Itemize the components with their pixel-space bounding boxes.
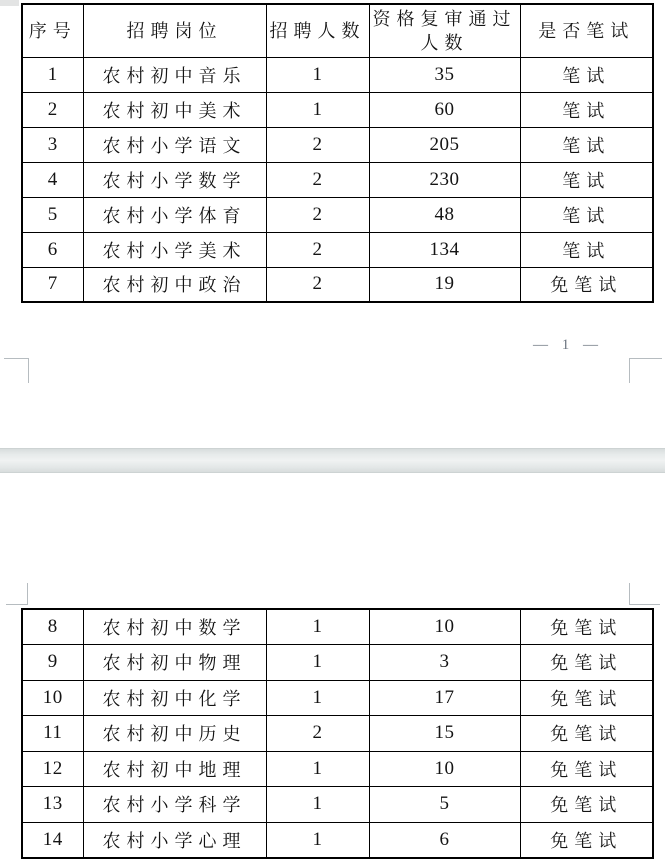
viewport-corner-artifact	[0, 0, 19, 6]
margin-corner-mark-bottom-left	[4, 358, 29, 383]
recruitment-table-page2	[21, 608, 654, 859]
cell-exam: 免笔试	[520, 609, 653, 645]
cell-passed: 230	[369, 162, 520, 197]
cell-openings: 2	[266, 127, 369, 162]
cell-position: 农村小学心理	[83, 822, 266, 858]
cell-exam: 免笔试	[520, 267, 653, 302]
cell-position: 农村初中化学	[83, 680, 266, 716]
table-row	[22, 751, 653, 787]
column-header-exam: 是否笔试	[520, 4, 653, 57]
column-header-position: 招聘岗位	[83, 4, 266, 57]
column-header-passed-text: 资格复审通过人数	[372, 8, 517, 53]
page-number: — 1 —	[533, 337, 603, 353]
table-row	[22, 127, 653, 162]
cell-passed: 15	[369, 716, 520, 752]
cell-exam: 笔试	[520, 127, 653, 162]
page-separator-band	[0, 448, 665, 473]
cell-openings: 2	[266, 197, 369, 232]
cell-seq: 10	[22, 680, 83, 716]
table-row	[22, 680, 653, 716]
table-header-row	[22, 4, 653, 57]
cell-seq: 8	[22, 609, 83, 645]
cell-seq: 6	[22, 232, 83, 267]
cell-seq: 5	[22, 197, 83, 232]
table-row	[22, 267, 653, 302]
cell-position: 农村初中历史	[83, 716, 266, 752]
cell-seq: 4	[22, 162, 83, 197]
table-row	[22, 645, 653, 681]
cell-passed: 10	[369, 751, 520, 787]
cell-openings: 1	[266, 787, 369, 823]
column-header-seq: 序号	[22, 4, 83, 57]
recruitment-table-page1	[21, 3, 654, 303]
cell-openings: 1	[266, 645, 369, 681]
cell-passed: 60	[369, 92, 520, 127]
cell-seq: 1	[22, 57, 83, 92]
cell-openings: 1	[266, 822, 369, 858]
cell-position: 农村小学语文	[83, 127, 266, 162]
cell-seq: 2	[22, 92, 83, 127]
cell-exam: 免笔试	[520, 716, 653, 752]
cell-seq: 7	[22, 267, 83, 302]
cell-seq: 14	[22, 822, 83, 858]
cell-position: 农村初中美术	[83, 92, 266, 127]
cell-exam: 免笔试	[520, 751, 653, 787]
cell-exam: 笔试	[520, 232, 653, 267]
cell-openings: 1	[266, 751, 369, 787]
margin-corner-mark-top-left	[6, 583, 28, 605]
cell-exam: 笔试	[520, 162, 653, 197]
cell-exam: 免笔试	[520, 787, 653, 823]
cell-passed: 205	[369, 127, 520, 162]
cell-passed: 134	[369, 232, 520, 267]
cell-openings: 2	[266, 232, 369, 267]
cell-position: 农村初中地理	[83, 751, 266, 787]
cell-position: 农村初中政治	[83, 267, 266, 302]
cell-position: 农村初中音乐	[83, 57, 266, 92]
cell-openings: 2	[266, 162, 369, 197]
margin-corner-mark-top-right	[629, 583, 660, 605]
cell-exam: 免笔试	[520, 645, 653, 681]
cell-seq: 3	[22, 127, 83, 162]
cell-position: 农村小学美术	[83, 232, 266, 267]
cell-passed: 17	[369, 680, 520, 716]
cell-seq: 13	[22, 787, 83, 823]
column-header-openings: 招聘人数	[266, 4, 369, 57]
table-row	[22, 609, 653, 645]
table-row	[22, 57, 653, 92]
cell-exam: 笔试	[520, 197, 653, 232]
cell-passed: 6	[369, 822, 520, 858]
table-row	[22, 92, 653, 127]
cell-openings: 2	[266, 267, 369, 302]
table-row	[22, 232, 653, 267]
cell-passed: 48	[369, 197, 520, 232]
table-row	[22, 822, 653, 858]
cell-seq: 11	[22, 716, 83, 752]
cell-exam: 免笔试	[520, 822, 653, 858]
table-row	[22, 716, 653, 752]
cell-exam: 笔试	[520, 92, 653, 127]
cell-openings: 1	[266, 609, 369, 645]
table-row	[22, 787, 653, 823]
cell-passed: 3	[369, 645, 520, 681]
cell-openings: 1	[266, 57, 369, 92]
table-row	[22, 197, 653, 232]
column-header-passed	[369, 4, 520, 57]
cell-position: 农村初中数学	[83, 609, 266, 645]
cell-passed: 10	[369, 609, 520, 645]
cell-seq: 12	[22, 751, 83, 787]
cell-seq: 9	[22, 645, 83, 681]
cell-passed: 19	[369, 267, 520, 302]
cell-exam: 笔试	[520, 57, 653, 92]
margin-corner-mark-bottom-right	[629, 358, 662, 383]
cell-passed: 5	[369, 787, 520, 823]
table-row	[22, 162, 653, 197]
cell-openings: 1	[266, 92, 369, 127]
cell-openings: 1	[266, 680, 369, 716]
cell-position: 农村初中物理	[83, 645, 266, 681]
cell-position: 农村小学数学	[83, 162, 266, 197]
cell-exam: 免笔试	[520, 680, 653, 716]
cell-position: 农村小学体育	[83, 197, 266, 232]
cell-passed: 35	[369, 57, 520, 92]
cell-openings: 2	[266, 716, 369, 752]
cell-position: 农村小学科学	[83, 787, 266, 823]
